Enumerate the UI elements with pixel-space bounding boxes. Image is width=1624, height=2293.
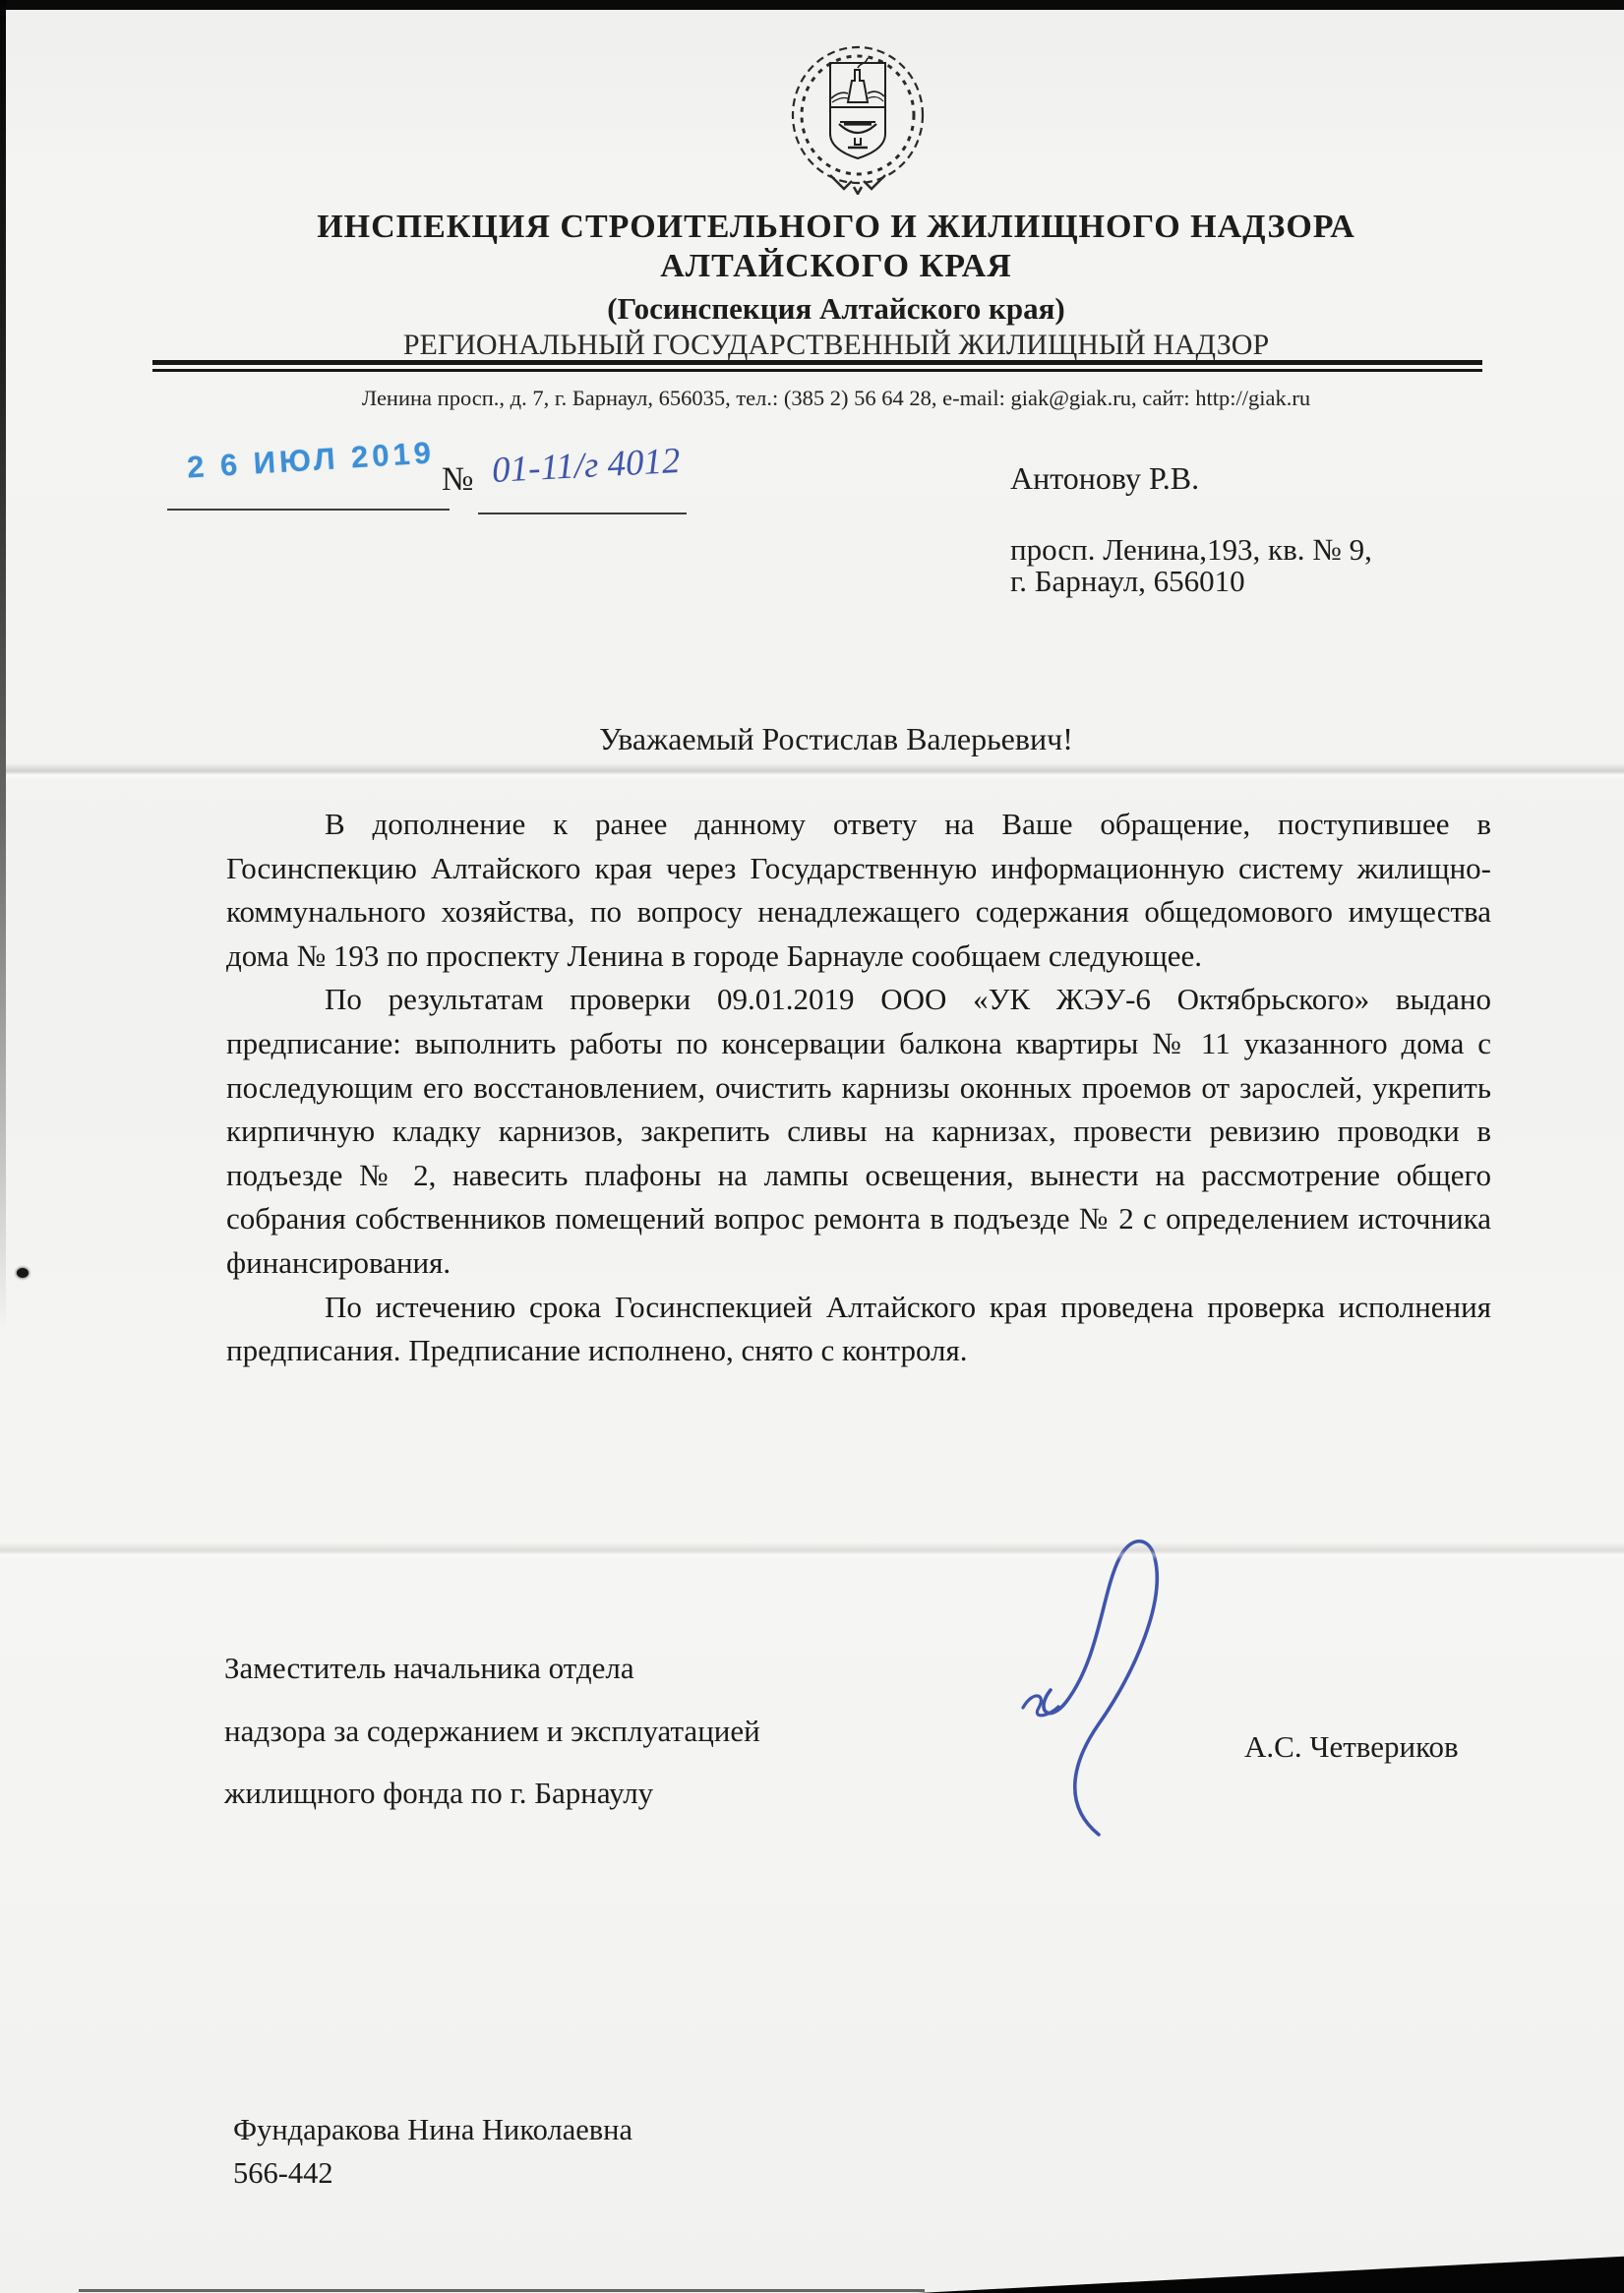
letter-body: [226, 803, 1491, 1373]
incoming-date-stamp: 2 6 ИЮЛ 2019: [186, 435, 436, 485]
signer-title-line3: жилищного фонда по г. Барнаулу: [224, 1776, 654, 1810]
signer-title-line2: надзора за содержанием и эксплуатацией: [224, 1713, 760, 1748]
date-underline: [167, 509, 450, 511]
body-paragraph-2: По результатам проверки 09.01.2019 ООО «УК ЖЭУ-6 Октябрьского» выдано предписание: выполнить работы по консервации балкона квартиры № 11 указанного дома с последующим его восстановлением, очистить карнизы оконных проемов от зарослей, укрепить кирпичную кладку карнизов, закрепить сливы на карнизах, провести ревизию проводки в подъезде № 2, навесить плафоны на лампы освещения, вынести на рассмотрение общего собрания собственников помещений вопрос ремонта в подъезде № 2 с определением источника финансирования.: [226, 982, 1491, 1280]
org-short-name: (Госинспекция Алтайского края): [607, 291, 1065, 326]
ref-number-underline: [478, 513, 687, 514]
body-paragraph-1: В дополнение к ранее данному ответу на Ваше обращение, поступившее в Госинспекцию Алтайского края через Государственную информационную систему жилищно-коммунального хозяйства, по вопросу ненадлежащего содержания общедомового имущества дома № 193 по проспекту Ленина в городе Барнауле сообщаем следующее.: [226, 807, 1491, 973]
executor-name: Фундаракова Нина Николаевна: [233, 2113, 633, 2146]
recipient-name: Антонову Р.В.: [1010, 460, 1200, 496]
ink-dot-artifact: [17, 1268, 29, 1278]
ref-number-label: №: [442, 461, 474, 498]
handwritten-signature-icon: [1005, 1515, 1241, 1849]
org-subtitle: РЕГИОНАЛЬНЫЙ ГОСУДАРСТВЕННЫЙ ЖИЛИЩНЫЙ НАДЗОР: [402, 329, 1270, 361]
scan-edge-left: [0, 0, 6, 1476]
executor-phone: 566-442: [233, 2156, 333, 2190]
scan-paper-bottom-edge: [79, 2289, 925, 2292]
org-name-line1: ИНСПЕКЦИЯ СТРОИТЕЛЬНОГО И ЖИЛИЩНОГО НАДЗОРА: [317, 209, 1355, 245]
recipient-address-line1: просп. Ленина,193, кв. № 9,: [1010, 532, 1372, 567]
contact-line: Ленина просп., д. 7, г. Барнаул, 656035, тел.: (385 2) 56 64 28, e-mail: giak@giak.ru, сайт: http://giak.ru: [361, 386, 1311, 410]
letterhead-divider: [152, 360, 1482, 372]
altai-krai-coat-of-arms-icon: [769, 39, 946, 195]
paper-fold-crease-bottom: [0, 1542, 1624, 1560]
org-name-line2: АЛТАЙСКОГО КРАЯ: [660, 248, 1012, 284]
body-paragraph-3: По истечению срока Госинспекцией Алтайского края проведена проверка исполнения предписания. Предписание исполнено, снято с контроля.: [226, 1289, 1491, 1368]
scan-edge-top: [0, 0, 1624, 10]
signer-title: [224, 1637, 760, 1825]
salutation: Уважаемый Ростислав Валерьевич!: [599, 721, 1073, 756]
paper-fold-crease-top: [0, 763, 1624, 781]
recipient-address-line2: г. Барнаул, 656010: [1010, 564, 1245, 598]
ref-number-handwritten: 01-11/г 4012: [491, 440, 682, 491]
signer-name: А.С. Четвериков: [1244, 1729, 1459, 1764]
signer-title-line1: Заместитель начальника отдела: [224, 1651, 634, 1685]
